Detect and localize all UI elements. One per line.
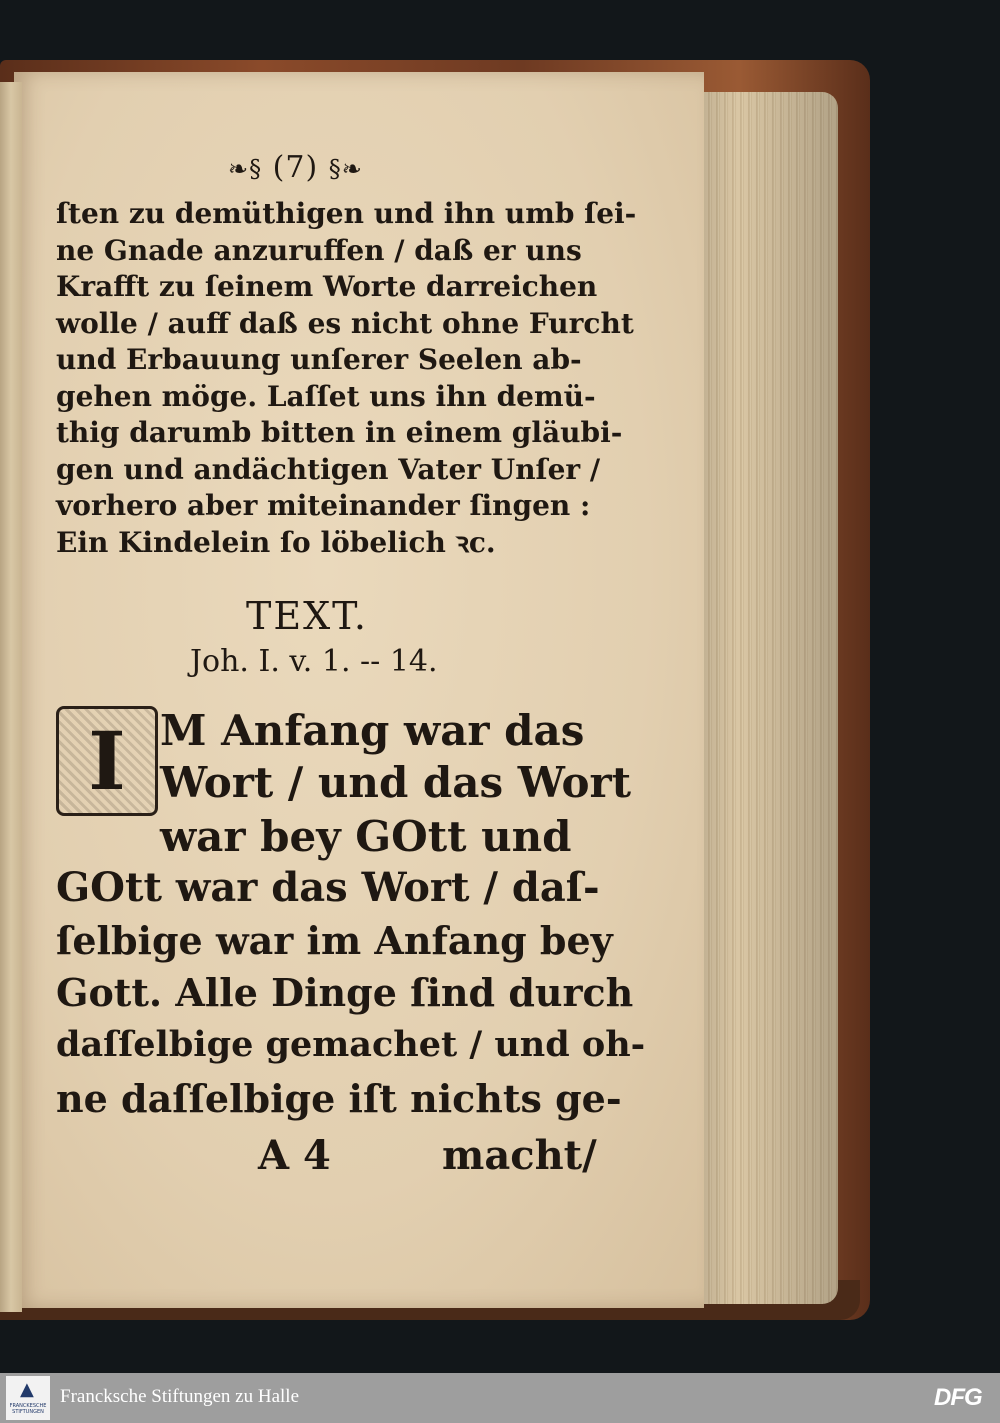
scripture-line: war bey GOtt und xyxy=(160,812,572,861)
dfg-logo[interactable]: DFG xyxy=(934,1384,982,1411)
paragraph-line: gehen möge. Laſſet uns ihn demü- xyxy=(56,379,596,413)
paragraph-line: Ein Kindelein ſo löbelich ꝛc. xyxy=(56,525,496,559)
ornament-right: §❧ xyxy=(328,155,363,183)
paragraph-line: vorhero aber miteinander ſingen : xyxy=(56,489,591,522)
scripture-reference: Joh. I. v. 1. -- 14. xyxy=(190,644,438,679)
scripture-line: ne daſſelbige iſt nichts ge- xyxy=(56,1076,622,1121)
scripture-line: daſſelbige gemachet / und oh- xyxy=(56,1024,646,1065)
paragraph-line: Krafft zu ſeinem Worte darreichen xyxy=(56,270,598,303)
ornament-left: ❧§ xyxy=(228,155,263,183)
drop-cap: I xyxy=(56,706,158,816)
scripture-line: Wort / und das Wort xyxy=(160,758,632,807)
catchword: macht/ xyxy=(442,1132,597,1179)
scripture-line: M Anfang war das xyxy=(160,706,585,755)
text-title: TEXT. xyxy=(246,594,368,638)
intro-paragraph xyxy=(56,196,637,561)
page-header xyxy=(228,150,363,185)
paragraph-line: und Erbauung unſerer Seelen ab- xyxy=(56,343,582,376)
page-number: (7) xyxy=(272,150,319,185)
paragraph-line: ſten zu demüthigen und ihn umb ſei- xyxy=(56,197,637,230)
paragraph-line: gen und andächtigen Vater Unſer / xyxy=(56,452,601,486)
scripture-line: ſelbige war im Anfang bey xyxy=(56,918,613,963)
institution-name: Francksche Stiftungen zu Halle xyxy=(60,1386,300,1407)
footer-bar xyxy=(0,1373,1000,1423)
scripture-line: GOtt war das Wort / daſ- xyxy=(56,864,600,911)
signature-mark: A 4 xyxy=(258,1132,331,1179)
gutter-edge xyxy=(0,82,22,1312)
paragraph-line: ne Gnade anzuruffen / daß er uns xyxy=(56,233,582,267)
paragraph-line: wolle / auff daß es nicht ohne Furcht xyxy=(56,306,634,340)
page-edges-shade xyxy=(696,92,838,1304)
building-icon: ▲ xyxy=(20,1379,34,1400)
institution-logo[interactable] xyxy=(6,1376,50,1420)
scripture-line: Gott. Alle Dinge ſind durch xyxy=(56,970,634,1015)
paragraph-line: thig darumb bitten in einem gläubi- xyxy=(56,416,623,449)
logo-text: FRANCKESCHE STIFTUNGEN xyxy=(9,1403,47,1415)
